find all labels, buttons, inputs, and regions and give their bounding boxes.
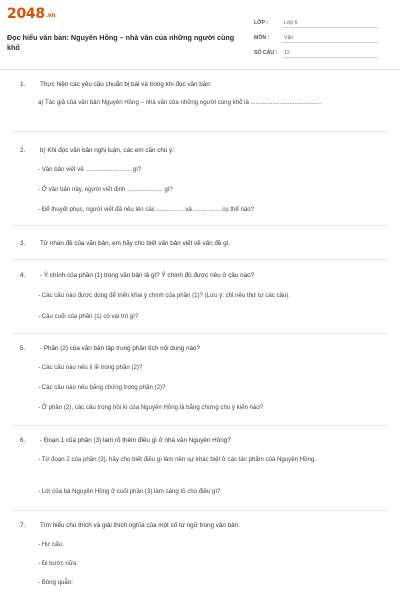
question-number: 4. xyxy=(20,272,26,279)
question-subitem: - Câu cuối của phần (1) có vai trò gì? xyxy=(38,313,139,320)
meta-underline xyxy=(282,27,378,28)
logo-text: 2048 xyxy=(7,6,45,22)
question-text: Tìm hiểu chú thích và giải thích nghĩa của một số từ ngữ trong văn bản: xyxy=(40,522,240,529)
question-text: b) Khi đọc văn bản nghị luận, các em cần chú ý: xyxy=(40,147,175,154)
meta-count-label: SỐ CÂU : xyxy=(254,50,278,56)
question-text: - Ý chính của phần (1) trong văn bản là gì? Ý chính đó được nêu ở câu nào? xyxy=(40,272,255,279)
question-number: 6. xyxy=(20,437,26,444)
question-divider xyxy=(12,225,388,226)
meta-class-label: LỚP : xyxy=(254,20,269,26)
question-subitem: - Từ đoạn 2 của phần (3), hãy cho biết điều gì làm nên sự khác biệt ở các tác phẩm của Nguyên Hồng. xyxy=(38,456,316,463)
question-text: - Đoạn 1 của phần (3) làm rõ thêm điều gì ở nhà văn Nguyên Hồng? xyxy=(40,437,231,444)
question-number: 1. xyxy=(20,81,26,88)
question-divider xyxy=(12,425,388,426)
question-subitem: - Văn bản viết về ........................... gì? xyxy=(38,166,142,173)
question-text: - Phần (2) của văn bản tập trung phân tích nội dung nào? xyxy=(40,345,200,352)
meta-subject-value: Văn xyxy=(284,35,294,41)
question-subitem: - Để thuyết phục, người viết đã nêu lên các ................ và ................ cụ thể nào? xyxy=(38,206,255,213)
question-subitem: - Hư cấu: xyxy=(38,541,64,548)
document-title: Đọc hiểu văn bản: Nguyên Hồng – nhà văn của những người cùng khổ xyxy=(7,33,235,52)
site-logo[interactable] xyxy=(7,6,55,22)
question-number: 3. xyxy=(20,240,26,247)
question-divider xyxy=(12,259,388,260)
question-subitem: - Ở phần (2), các câu trong hồi kí của Nguyên Hồng là bằng chứng cho ý kiến nào? xyxy=(38,404,264,411)
meta-underline xyxy=(282,42,378,43)
meta-class xyxy=(252,16,378,28)
question-subitem: - Các câu nào nêu lí lẽ trong phần (2)? xyxy=(38,364,143,371)
question-text: Từ nhan đề của văn bản, em hãy cho biết văn bản viết về vấn đề gì. xyxy=(40,240,231,247)
question-divider xyxy=(12,333,388,334)
question-divider xyxy=(12,510,388,511)
question-subitem: - Bòng quẫn: xyxy=(38,579,73,586)
meta-count-value: 12 xyxy=(284,50,290,56)
question-subitem: - Ở văn bản này, người viết định ..................... gì? xyxy=(38,186,173,193)
question-number: 2. xyxy=(20,147,26,154)
meta-question-count xyxy=(252,46,378,58)
question-number: 7. xyxy=(20,522,26,529)
header-divider xyxy=(0,69,400,70)
question-number: 5. xyxy=(20,345,26,352)
meta-subject-label: MÔN : xyxy=(254,35,270,41)
meta-class-value: Lớp 6 xyxy=(284,20,298,26)
question-subitem: - Lời của bà Nguyên Hồng ở cuối phần (3) làm sáng tỏ cho điều gì? xyxy=(38,488,221,495)
question-subitem: a) Tác giả của văn bản Nguyên Hồng – nhà văn của những người cùng khổ là .......................................... xyxy=(38,99,322,106)
meta-underline xyxy=(282,57,378,58)
question-subitem: - Các câu nào nêu bằng chứng trong phần (2)? xyxy=(38,384,166,391)
meta-subject xyxy=(252,31,378,43)
question-divider xyxy=(12,131,388,132)
question-subitem: - Đi bước nữa: xyxy=(38,560,78,567)
logo-suffix: .vn xyxy=(45,12,56,19)
question-subitem: - Các câu nào được dùng để triển khai ý chính của phần (1)? (Lưu ý: chỉ nêu thứ tự các câu). xyxy=(38,292,291,299)
question-text: Thực hiện các yêu cầu chuẩn bị bài và trong khi đọc văn bản: xyxy=(40,81,212,88)
